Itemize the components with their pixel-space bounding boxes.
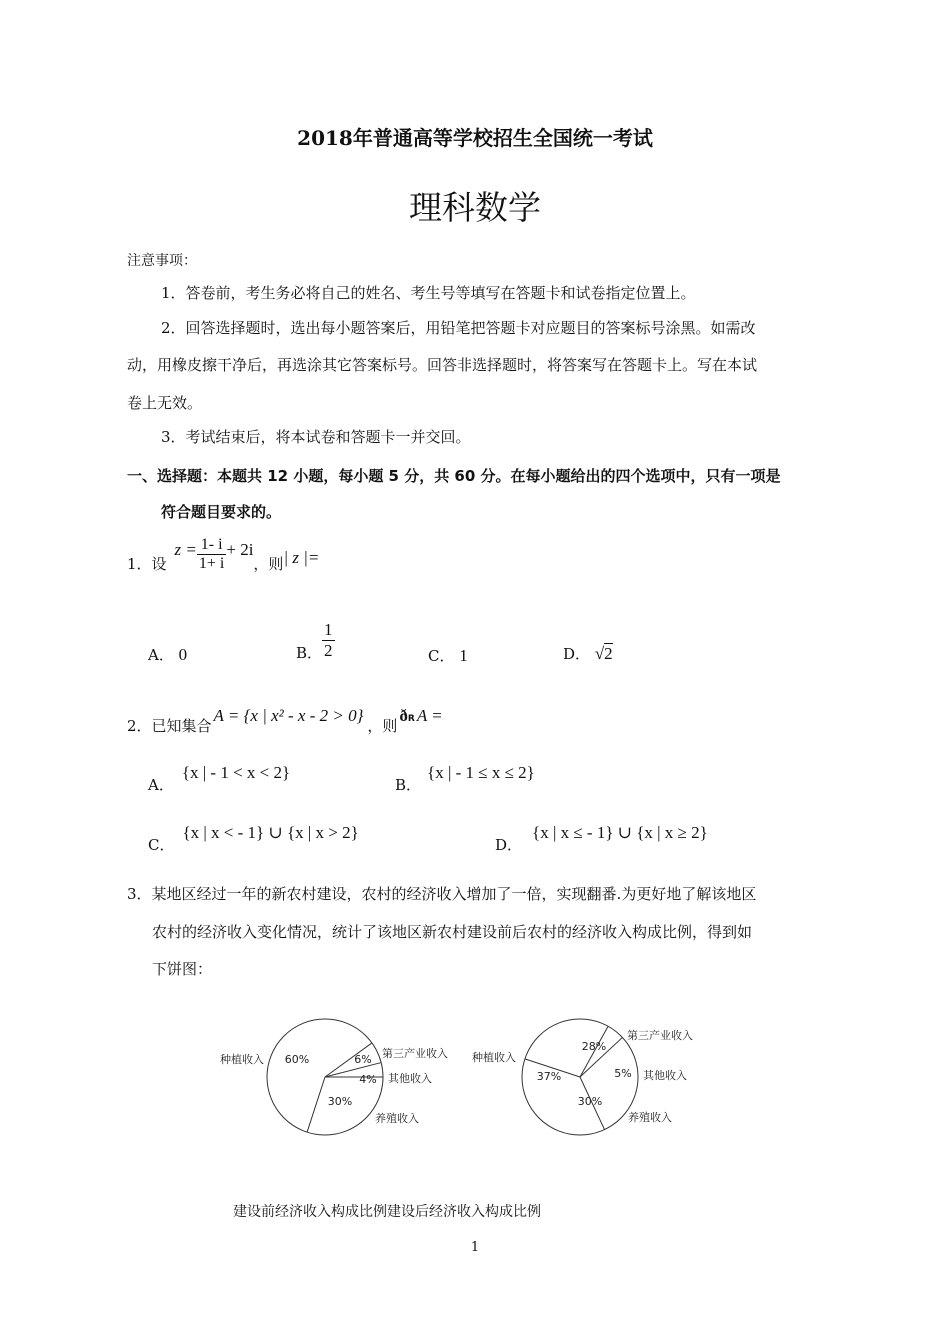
question-1-fraction-denominator: 1+ i: [198, 554, 225, 572]
section-1-heading-line-1: 一、选择题：本题共 12 小题，每小题 5 分，共 60 分。在每小题给出的四个选项中，只有一项是: [127, 467, 781, 485]
q2-option-c[interactable]: [148, 822, 359, 854]
q2-option-a[interactable]: [148, 762, 291, 794]
question-1-prefix: 1．设: [127, 554, 167, 573]
q1-option-a-value: 0: [178, 645, 188, 664]
question-2-complement-symbol: ð: [399, 706, 408, 725]
pie-slice-value: 37%: [536, 1070, 562, 1083]
pie-slice-label: 其他收入: [643, 1069, 687, 1082]
exam-subject: 理科数学: [409, 188, 541, 227]
pie-slice-value: 30%: [577, 1095, 603, 1108]
notice-item-2-line-3: 卷上无效。: [127, 394, 203, 412]
pie-slice-value: 4%: [359, 1073, 377, 1086]
pie-charts: [200, 1005, 740, 1155]
q1-option-d-label: D．: [563, 645, 591, 663]
q2-option-b[interactable]: [395, 762, 535, 794]
question-1-suffix: ，则: [253, 554, 284, 573]
question-3-line-2: 农村的经济收入变化情况，统计了该地区新农村建设前后农村的经济收入构成比例，得到如: [152, 923, 753, 941]
q1-option-c-label: C．: [428, 647, 455, 665]
q1-option-b-fraction: [322, 620, 335, 661]
question-1-plus-term: + 2i: [226, 540, 254, 559]
q2-option-c-value: {x | x < - 1} ∪ {x | x > 2}: [182, 823, 359, 842]
pie-slice-value: 5%: [614, 1067, 632, 1080]
notice-item-2-line-2: 动，用橡皮擦干净后，再选涂其它答案标号。回答非选择题时，将答案写在答题卡上。写在本试: [127, 356, 758, 374]
q1-option-d-value: 2: [604, 644, 613, 663]
question-1-abs-z: | z |=: [283, 548, 320, 567]
pie-slice-label: 第三产业收入: [382, 1047, 448, 1060]
question-2-set-expression: A = {x | x² - x - 2 > 0}: [213, 706, 364, 725]
pie-slice-label: 其他收入: [388, 1072, 432, 1085]
pie-slice-label: 养殖收入: [375, 1112, 419, 1125]
q2-option-d-label: D．: [495, 836, 523, 854]
question-3-line-1: 3．某地区经过一年的新农村建设，农村的经济收入增加了一倍，实现翻番.为更好地了解该地区: [127, 885, 757, 903]
notice-item-3: 3．考试结束后，将本试卷和答题卡一并交回。: [161, 428, 471, 446]
question-1-fraction-numerator: 1- i: [197, 536, 226, 555]
notice-item-2-line-1: 2．回答选择题时，选出每小题答案后，用铅笔把答题卡对应题目的答案标号涂黑。如需改: [161, 319, 756, 337]
question-2: [127, 706, 443, 735]
q2-option-d[interactable]: [495, 822, 708, 854]
question-2-subscript: R: [407, 714, 415, 724]
pie-caption: 建设前经济收入构成比例建设后经济收入构成比例: [233, 1204, 541, 1220]
pie-slice-value: 30%: [327, 1095, 353, 1108]
question-3-line-3: 下饼图：: [152, 960, 213, 978]
q1-option-b-label: B．: [296, 644, 323, 662]
q2-option-c-label: C．: [148, 836, 175, 854]
q1-option-d-root-sign: √: [594, 644, 605, 663]
q2-option-b-value: {x | - 1 ≤ x ≤ 2}: [427, 763, 535, 782]
question-2-suffix: ，则: [367, 717, 398, 735]
question-1: [127, 534, 319, 578]
q1-option-b-denominator: 2: [324, 641, 333, 660]
q2-option-d-value: {x | x ≤ - 1} ∪ {x | x ≥ 2}: [532, 823, 708, 842]
pie-slice-label: 第三产业收入: [627, 1029, 693, 1042]
pie-chart-2: [472, 1019, 693, 1135]
q1-option-b-numerator: 1: [324, 620, 333, 639]
pie-slice-label: 种植收入: [220, 1053, 264, 1066]
q2-option-a-label: A．: [148, 776, 174, 794]
q1-option-b[interactable]: [296, 618, 335, 663]
exam-title: 2018年普通高等学校招生全国统一考试: [297, 126, 653, 150]
section-1-heading-line-2: 符合题目要求的。: [161, 503, 282, 521]
notice-heading: 注意事项：: [127, 253, 197, 269]
q2-option-b-label: B．: [395, 776, 422, 794]
pie-chart-1: [220, 1019, 448, 1135]
q2-option-a-value: {x | - 1 < x < 2}: [181, 763, 291, 782]
q1-option-d[interactable]: [563, 643, 613, 664]
notice-item-1: 1．答卷前，考生务必将自己的姓名、考生号等填写在答题卡和试卷指定位置上。: [161, 284, 696, 302]
pie-slice-value: 6%: [354, 1053, 372, 1066]
q1-option-a[interactable]: [148, 644, 187, 665]
pie-slice-label: 种植收入: [472, 1051, 516, 1064]
question-2-rhs: A =: [416, 706, 443, 725]
question-1-lhs: z =: [174, 540, 197, 559]
question-1-fraction: [197, 536, 226, 573]
pie-slice-label: 养殖收入: [628, 1111, 672, 1124]
pie-slice-value: 60%: [284, 1053, 310, 1066]
question-2-prefix: 2．已知集合: [127, 717, 212, 735]
page-number: 1: [470, 1240, 480, 1255]
q1-option-c-value: 1: [459, 646, 468, 665]
q1-option-c[interactable]: [428, 645, 468, 666]
pie-slice-value: 28%: [581, 1040, 607, 1053]
q1-option-a-label: A．: [148, 646, 174, 664]
